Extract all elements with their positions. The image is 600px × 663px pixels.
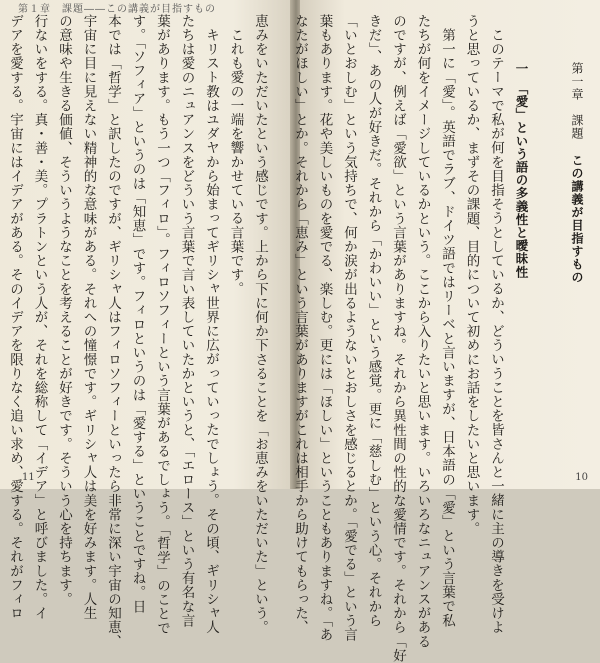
body-line: なたがほしい」とか。それから「恵み」という言葉がありますがこれは相手から助けてもらった、 [292, 14, 308, 635]
chapter-label: 第一章 課題 [570, 62, 584, 140]
body-line: の意味や生きる価値、そういうようなことを考えることが好きです。そういう心を持ちます。 [56, 14, 72, 607]
body-line: うと思っているか、まずその課題、目的について初めにお話をしたいと思います。 [463, 14, 480, 536]
left-page [0, 0, 292, 649]
body-line: きだ」、あの人が好きだ。それから「かわいい」という感覚。更に「慈しむ」という心。それから [365, 14, 382, 628]
body-line: 行ないをする。真・善・美。プラトンという人が、それを総称して「イデア」と呼びました。イ [31, 14, 48, 621]
body-line: 本では「哲学」と訳したのですが、ギリシャ人はフィロソフィーといったら非常に深い宇宙の知恵、 [105, 14, 121, 649]
body-line: たちが何をイメージしているかという。ここから入りたいと思います。いろいろなニュアンスがある [414, 14, 431, 649]
body-line: す。「ソフィア」というのは「知恵」です。フィロというのは「愛する」ということですね。日 [129, 14, 146, 614]
body-line: このテーマで私が何を目指そうとしているか、どういうことを皆さんと一緒に主の導きを受けよ [488, 27, 504, 634]
body-line: 恵みをいただいたという感じです。上から下に何か下さることを「お恵みをいただいた」という。 [252, 14, 268, 635]
body-line: 葉もあります。花や美しいものを愛でる、楽しむ。更には「ほしい」ということもありますね。「あ [316, 14, 333, 642]
body-line: のですが、例えば「愛欲」という言葉がありますね。それから異性間の性的な愛情です。それから「好 [390, 14, 406, 663]
body-line [0, 14, 3, 463]
right-body-text [292, 14, 508, 663]
body-line: 宇宙に目に見えない精神的な意味がある。それへの憧憬です。ギリシャ人は美を好みます。人生 [80, 14, 97, 621]
page-number-left: 11 [22, 472, 35, 483]
chapter-heading [569, 62, 586, 462]
body-line: 第一に「愛」。英語でラブ、ドイツ語ではリーベと言いますが、日本語の「愛」という言葉で私 [439, 27, 455, 628]
page-number-right: 10 [575, 472, 588, 483]
right-page [292, 0, 600, 663]
body-line: たちは愛のニュアンスをどういう言葉で言い表していたかというと、「エロース」という有名な言 [178, 14, 195, 628]
section-heading: 一 「愛」という語の多義性と曖昧性 [514, 62, 529, 279]
body-line: これも愛の一端を響かせている言葉です。 [227, 27, 244, 296]
body-line: キリスト教はユダヤから始まってギリシャ世界に広がっていったでしょう。その頃、ギリシャ人 [203, 27, 219, 634]
body-line: 葉があります。もう一つ「フィロ」。フィロソフィーという言葉があるでしょう。「哲学」のことで [154, 14, 170, 635]
chapter-title: この講義が目指すもの [570, 154, 584, 284]
running-head: 第１章 課題――この講義が目指すもの [18, 4, 216, 15]
body-line: デアを愛する。宇宙にはイデアがある。そのイデアを限りなく追い求め、愛する。それがフィロ [7, 14, 23, 621]
body-line: 「いとおしむ」という気持ちで、何か涙が出るようないとおしさを感じるとか。「愛でる」という言 [341, 14, 357, 642]
